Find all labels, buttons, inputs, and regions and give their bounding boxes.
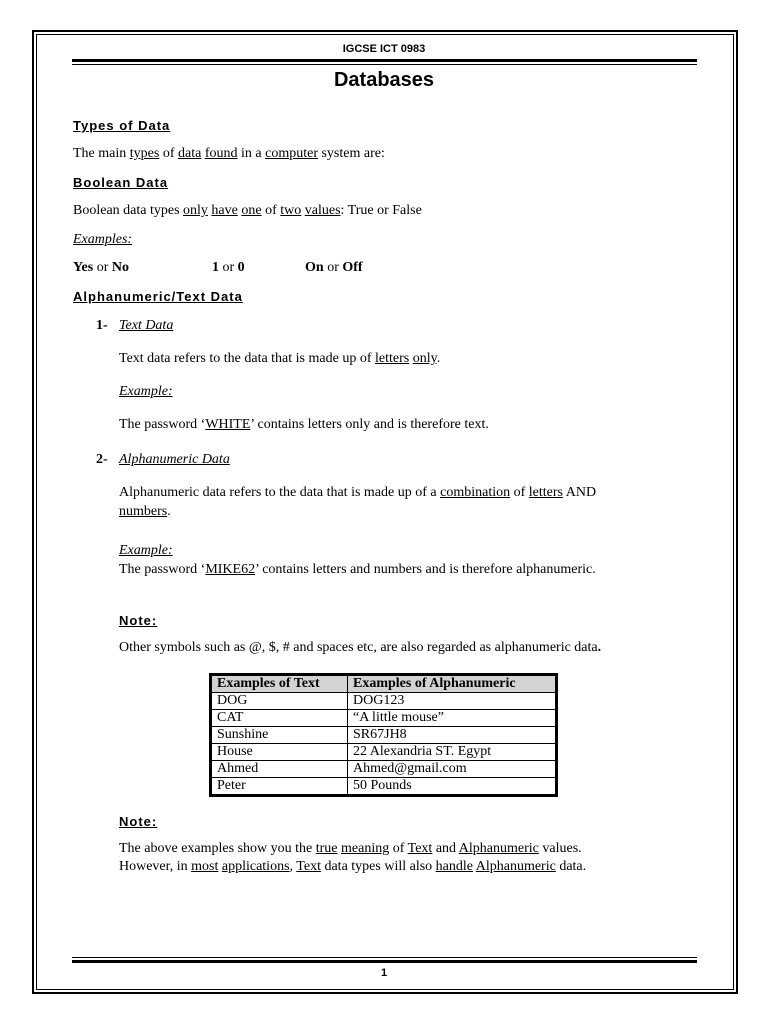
item-1-example: The password ‘WHITE’ contains letters only and is therefore text. [119,417,489,432]
table-cell: Peter [211,778,348,796]
course-code: IGCSE ICT 0983 [342,43,426,55]
header-rule-thin [72,64,697,65]
table-row [211,778,557,796]
boolean-pair-yes-no: Yes or No [73,260,130,275]
alphanumeric-heading: Alphanumeric/Text Data [73,289,243,304]
table-cell: Ahmed@gmail.com [348,761,557,778]
boolean-desc: Boolean data types only have one of two values: True or False [73,203,422,218]
table-cell: SR67JH8 [348,727,557,744]
types-intro: The main types of data found in a computer system are: [73,146,385,161]
boolean-heading: Boolean Data [73,175,169,190]
boolean-pair-1-0: 1 or 0 [212,260,245,275]
note-2-line1: The above examples show you the true meaning of Text and Alphanumeric values. [119,841,582,856]
table-header-row [211,675,557,693]
table-cell: Ahmed [211,761,348,778]
table-cell: House [211,744,348,761]
table-cell: CAT [211,710,348,727]
item-2-example-label: Example: [119,543,173,558]
note-2-line2: However, in most applications, Text data types will also handle Alphanumeric data. [119,859,587,874]
boolean-examples-label: Examples: [73,232,133,247]
item-1-example-label: Example: [119,384,173,399]
table-cell: “A little mouse” [348,710,557,727]
table-row [211,693,557,710]
item-1-number: 1- [96,318,108,333]
table-cell: 50 Pounds [348,778,557,796]
page-number: 1 [380,967,388,979]
item-2-example: The password ‘MIKE62’ contains letters and numbers and is therefore alphanumeric. [119,562,596,577]
table-row [211,761,557,778]
footer-rule-thin [72,957,697,958]
footer-rule-thick [72,960,697,963]
item-2-number: 2- [96,452,108,467]
table-header-text: Examples of Text [211,675,348,693]
item-2-desc-line2: numbers. [119,504,171,519]
table-row [211,744,557,761]
table-cell: DOG [211,693,348,710]
header-rule-thick [72,59,697,62]
note-1-label: Note: [119,613,158,628]
item-2-desc-line1: Alphanumeric data refers to the data that is made up of a combination of letters AND [119,485,597,500]
note-1-text: Other symbols such as @, $, # and spaces etc, are also regarded as alphanumeric data. [119,640,602,655]
note-2-label: Note: [119,814,158,829]
boolean-pair-on-off: On or Off [305,260,363,275]
table-cell: 22 Alexandria ST. Egypt [348,744,557,761]
table-cell: DOG123 [348,693,557,710]
table-row [211,710,557,727]
item-1-title: Text Data [119,318,174,333]
item-1-desc: Text data refers to the data that is made up of letters only. [119,351,441,366]
types-heading: Types of Data [73,118,171,133]
table-row [211,727,557,744]
examples-table [209,673,558,797]
table-header-alphanumeric: Examples of Alphanumeric [348,675,557,693]
table-cell: Sunshine [211,727,348,744]
page-title: Databases [333,69,435,91]
item-2-title: Alphanumeric Data [119,452,230,467]
